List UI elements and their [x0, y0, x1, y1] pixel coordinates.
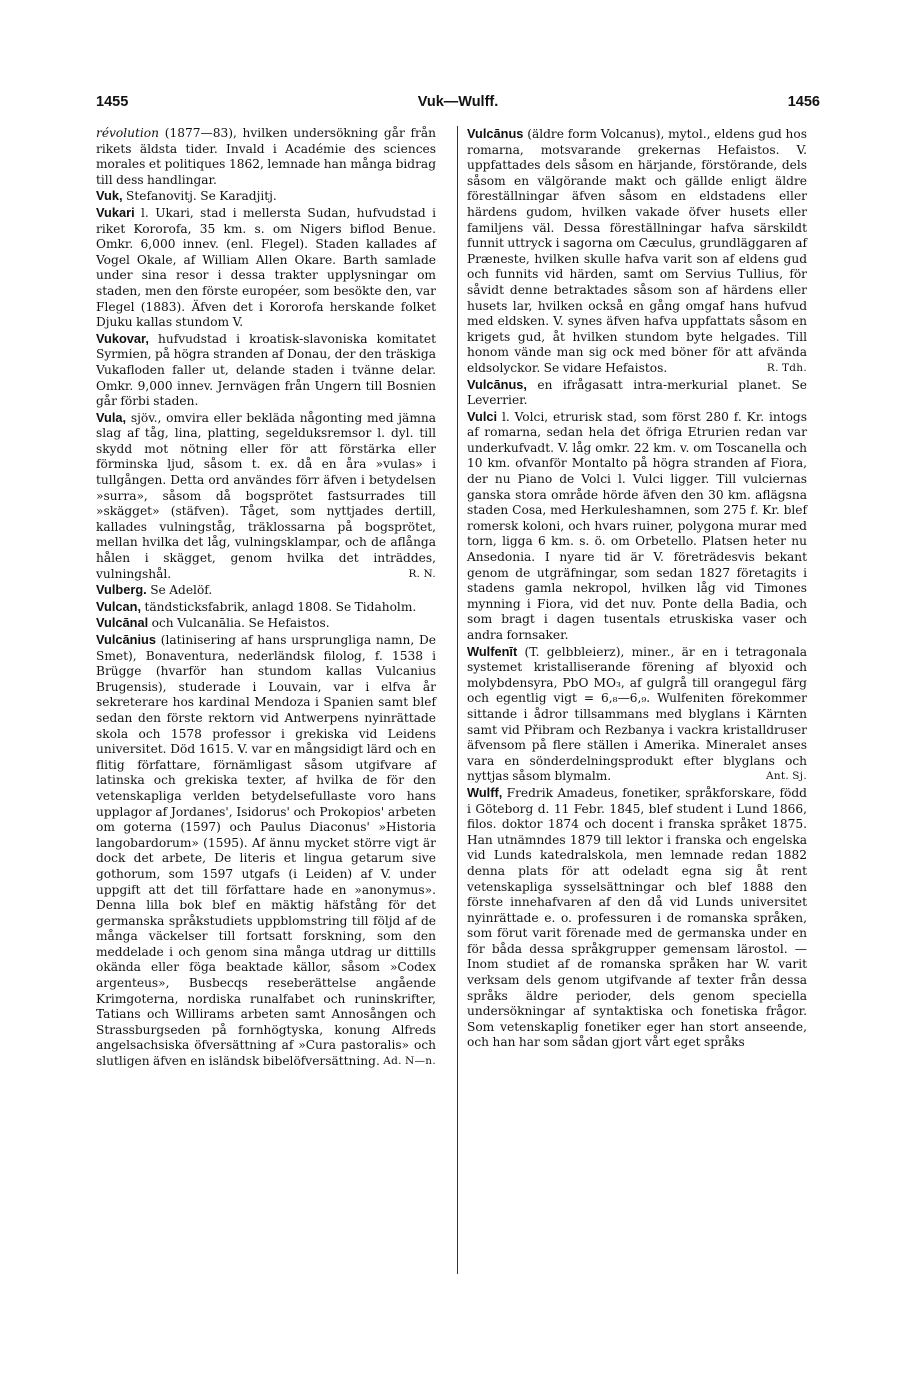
- left-column: [96, 126, 436, 1070]
- entry-lead: révolution: [96, 126, 159, 140]
- entry-text: (latinisering af hans ursprungliga namn, De Smet), Bonaventura, nederländsk filolog, f. 1538 i Brügge (hvarför han stundom kallas Vulcanius Brugensis), studerade i Louvain, var i elfva år sekreterare hos kardinal Mendoza i Spanien samt blef sedan den förste rektorn vid Antwerpens nyinrättade skola och 1578 professor i grekiska vid Leidens universitet. Död 1615. V. var en mångsidigt lärd och en flitig författare, förnämligast såsom utgifvare af latinska och grekiska texter, af hvilka de för den vetenskapliga verlden betydelsefullaste voro hans upplagor af Jordanes', Isidorus' och Prokopios' arbeten om goterna (1597) och Paulus Diaconus' »Historia langobardorum» (1595). Af ännu mycket större vigt är dock det arbete, De literis et lingua getarum sive gothorum, som 1597 utgafs (i Leiden) af V. under uppgift att det till författare hade en »anonymus». Denna lilla bok blef en mäktig häfstång för det germanska språkstudiets uppblomstring till följd af de många väckelser till fortsatt forskning, som den meddelade i och genom sina många utdrag ur dittills okända eller föga beaktade källor, såsom »Codex argenteus», Busbecqs reseberättelse angående Krimgoterna, nordiska runalfabet och runinskrifter, Tatians och Willirams arbeten samt Annosången och Strassburgseden på fornhögtyska, konung Alfreds angelsachsiska öfversättning af »Cura pastoralis» och slutligen äfven en isländsk bibelöfversättning.: [96, 633, 436, 1069]
- entry-vukovar: [96, 331, 436, 410]
- author-signature: Ad. N—n.: [383, 1055, 436, 1068]
- entry-revolution-continued: [96, 126, 436, 188]
- entry-vulcanal: [96, 615, 436, 632]
- running-title: Vuk—Wulff.: [417, 94, 499, 110]
- entry-headword: Vulberg.: [96, 582, 147, 598]
- entry-headword: Vukovar,: [96, 330, 149, 346]
- entry-text: hufvudstad i kroatisk-slavoniska komitatet Syrmien, på högra stranden af Donau, der den träskiga Vukafloden faller ut, delande staden i tvänne delar. Omkr. 9,000 innev. Jernvägen från Ungern till Bosnien går förbi staden.: [96, 331, 436, 409]
- entry-vulci: [467, 409, 807, 644]
- entry-text: (1877—83), hvilken undersökning går från rikets äldsta tider. Invald i Académie des sciences morales et politiques 1862, lemnade han många bidrag till dess handlingar.: [96, 126, 436, 187]
- entry-vukari: [96, 205, 436, 331]
- right-column: [467, 126, 807, 1051]
- entry-vulcanus-mytol: [467, 126, 807, 377]
- entry-vulcanius: [96, 632, 436, 1070]
- entry-headword: Wulfenīt: [467, 643, 518, 659]
- entry-headword: Vukari: [96, 204, 135, 220]
- entry-text: (T. gelbbleierz), miner., är en i tetragonala systemet kristalliserande förening af blyoxid och molybdensyra, PbO MO₃, af gulgrå till orangegul färg och egentlig vigt = 6,₈—6,₉. Wulfeniten förekommer sittande i ådror tillsammans med blyglans i Kärnten samt vid Přibram och Rezbanya i vackra kristalldruser äfvensom på flere ställen i Amerika. Mineralet anses vara en sönderdelningsprodukt efter blyglans och nyttjas såsom blymalm.: [467, 644, 807, 784]
- entry-vulcan: [96, 599, 436, 616]
- column-divider: [457, 126, 458, 1274]
- entry-headword: Vulci: [467, 408, 498, 424]
- entry-wulff: [467, 785, 807, 1051]
- entry-text: en ifrågasatt intra-merkurial planet. Se Leverrier.: [467, 377, 807, 408]
- page-number-right: 1456: [787, 94, 820, 110]
- entry-headword: Vulcānus: [467, 126, 524, 141]
- entry-vulcanus-planet: [467, 377, 807, 409]
- entry-text: l. Volci, etrurisk stad, som först 280 f. Kr. intogs af romarna, sedan hela det öfriga Etrurien redan var underkufvadt. V. låg omkr. 22 km. v. om Toscanella och 10 km. ofvanför Montalto på högra stranden af Fiora, der nu Piano de Volci l. Vulci ligger. Till vulciernas ganska stora område hörde äfven den 30 km. aflägsna staden Cosa, med Herkuleshamnen, som 275 f. Kr. blef romersk koloni, och hvars ruiner, polygona murar med torn, ligga 6 km. s. ö. om Orbetello. Platsen heter nu Ansedonia. I nyare tid är V. företrädesvis bekant genom de utgräfningar, som sedan 1827 företagits i stadens gamla nekropol, hvilken låg vid Timones mynning i Fiora, vid det nuv. Ponte della Badia, och som bragt i dagen tusentals etruskiska vaser och andra fornsaker.: [467, 409, 807, 642]
- entry-vuk: [96, 188, 436, 205]
- entry-headword: Vula,: [96, 409, 127, 425]
- entry-vula: [96, 410, 436, 583]
- entry-headword: Vulcānus,: [467, 376, 527, 392]
- entry-wulfenit: [467, 644, 807, 785]
- entry-text: Stefanovitj. Se Karadjitj.: [122, 189, 277, 204]
- entry-headword: Vulcānal: [96, 615, 149, 631]
- entry-text: l. Ukari, stad i mellersta Sudan, hufvudstad i riket Kororofa, 35 km. s. om Nigers biflod Benue. Omkr. 6,000 innev. (enl. Flegel). Staden kallades af Vogel Okale, af William Allen Okare. Barth samlade under sina resor i dessa trakter upplysningar om staden, men den förste européer, som besökte den, var Flegel (1883). Äfven det i Kororofa herskande folket Djuku kallas stundom V.: [96, 205, 436, 330]
- entry-headword: Vulcānius: [96, 632, 156, 647]
- entry-text: Fredrik Amadeus, fonetiker, språkforskare, född i Göteborg d. 11 Febr. 1845, blef student i Lund 1866, filos. doktor 1874 och docent i franska språket 1875. Han utnämndes 1879 till lektor i franska och engelska vid Lunds katedralskola, men lemnade redan 1882 denna plats för att odeladt egna sig åt rent vetenskapliga sysselsättningar och blef 1888 den förste innehafvaren af den då vid Lunds universitet nyinrättade e. o. professuren i de romanska språken, som förut varit förenade med de germanska under en för båda dessa språkgrupper gemensam lärostol. — Inom studiet af de romanska språken har W. varit verksam dels genom utgifvande af texter från dessa språks äldre perioder, dels genom speciella undersökningar af syntaktiska och fonetiska frågor. Som vetenskaplig fonetiker eger han stort anseende, och han har som sådan gjort vårt eget språks: [467, 785, 807, 1050]
- entry-text: och Vulcanālia. Se Hefaistos.: [148, 616, 330, 631]
- entry-text: tändsticksfabrik, anlagd 1808. Se Tidaholm.: [141, 599, 417, 614]
- page-header: [96, 94, 820, 118]
- entry-vulberg: [96, 582, 436, 599]
- entry-text: (äldre form Volcanus), mytol., eldens gud hos romarna, motsvarande grekernas Hefaistos. V. uppfattades dels såsom en härjande, förstörande, dels såsom en välgörande makt och gällde enligt äldre föreställningar äfven såsom en eldstadens eller härdens gudom, hvilken vakade öfver husets eller familjens väl. Dessa föreställningar hafva särskildt funnit uttryck i sagorna om Cæculus, grundläggaren af Præneste, hvilken skulle hafva varit son af eldens gud och funnits vid härden, samt om Servius Tullius, för såvidt denne betraktades såsom son af härdens eller husets lar, hvilken också en gång omgaf hans hufvud med eldsken. V. synes äfven hafva uppfattats såsom en krigets gud, åt hvilken stundom byte helgades. Till honom vände man sig ock med böner för att afvända eldsolyckor. Se vidare Hefaistos.: [467, 127, 807, 375]
- entry-text: sjöv., omvira eller bekläda någonting med jämna slag af tåg, lina, platting, segelduksremsor l. dyl. till skydd mot nötning eller för att förstärka eller förminska ljud, såsom t. ex. då en åra »vulas» i tullgången. Detta ord användes förr äfven i betydelsen »surra», såsom då bogsprötet fastsurrades till »skägget» (stäfven). Tåget, som nyttjades dertill, kallades vulningståg, träklossarna på bogsprötet, mellan hvilka det låg, vulningsklampar, och de aflånga hålen i skägget, genom hvilka det inträddes, vulningshål.: [96, 410, 436, 581]
- author-signature: Ant. Sj.: [765, 770, 807, 783]
- entry-headword: Wulff,: [467, 784, 503, 800]
- entry-text: Se Adelöf.: [146, 583, 213, 598]
- author-signature: R. N.: [408, 567, 436, 580]
- entry-headword: Vulcan,: [96, 598, 142, 614]
- entry-headword: Vuk,: [96, 188, 123, 204]
- author-signature: R. Tdh.: [766, 361, 807, 374]
- page-number-left: 1455: [96, 94, 129, 110]
